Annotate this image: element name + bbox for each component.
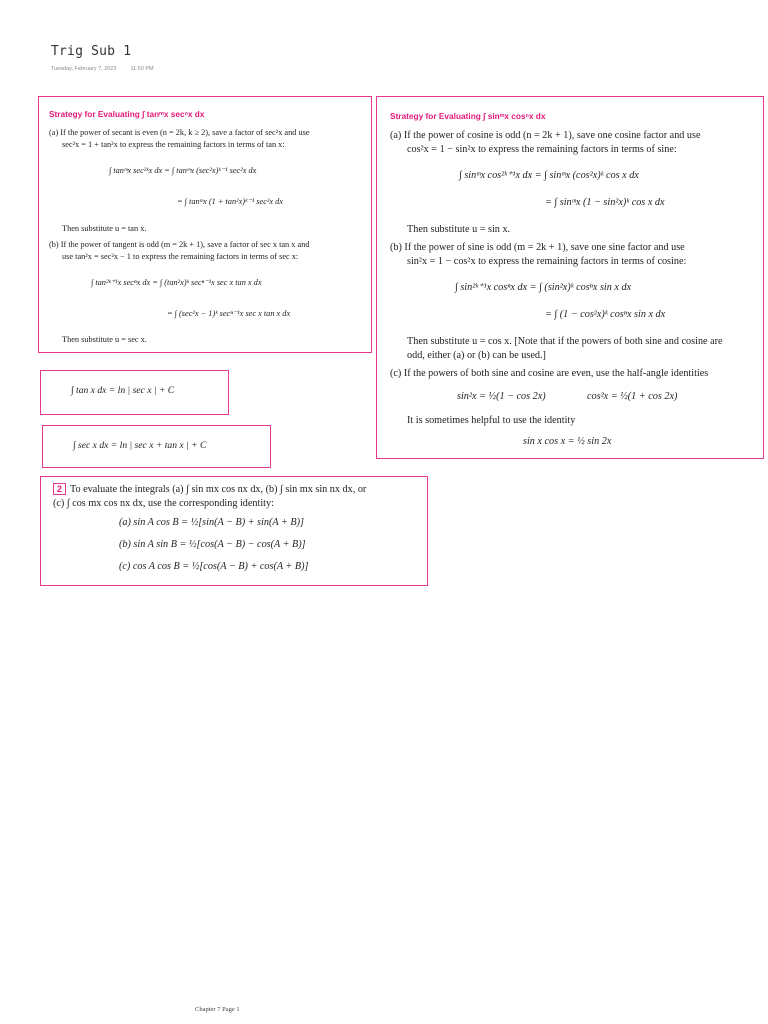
sin-cos-a-line2: cos²x = 1 − sin²x to express the remaining factors in terms of sine: xyxy=(407,144,677,155)
half-angle-cos: cos²x = ½(1 + cos 2x) xyxy=(587,391,678,402)
tan-integral-formula: ∫ tan x dx = ln | sec x | + C xyxy=(71,385,175,396)
sin-cos-b-line2: sin²x = 1 − cos²x to express the remaining factors in terms of cosine: xyxy=(407,256,687,267)
product-line1-text: To evaluate the integrals (a) ∫ sin mx cos nx dx, (b) ∫ sin mx sin nx dx, or xyxy=(70,484,367,495)
sin-cos-sub-a: Then substitute u = sin x. xyxy=(407,224,511,235)
tan-sec-heading: Strategy for Evaluating ∫ tanᵐx secⁿx dx xyxy=(49,109,205,119)
sin-cos-sub-b2: odd, either (a) or (b) can be used.] xyxy=(407,350,546,361)
product-line2: (c) ∫ cos mx cos nx dx, use the corresponding identity: xyxy=(53,498,274,509)
sin-cos-helpful: It is sometimes helpful to use the identity xyxy=(407,415,576,426)
tan-sec-eq2: = ∫ tanᵐx (1 + tan²x)ᵏ⁻¹ sec²x dx xyxy=(177,197,283,206)
product-line1 xyxy=(53,483,366,495)
sin-cos-c-line: (c) If the powers of both sine and cosine are even, use the half-angle identities xyxy=(390,368,709,379)
tan-sec-eq4: = ∫ (sec²x − 1)ᵏ secⁿ⁻¹x sec x tan x dx xyxy=(167,309,291,318)
sin-cos-b-line1: (b) If the power of sine is odd (m = 2k + 1), save one sine factor and use xyxy=(390,242,685,253)
identity-c: (c) cos A cos B = ½[cos(A − B) + cos(A + B)] xyxy=(119,561,309,572)
sin-cos-sub-b1: Then substitute u = cos x. [Note that if the powers of both sine and cosine are xyxy=(407,336,723,347)
tan-sec-a-line2: sec²x = 1 + tan²x to express the remaining factors in terms of tan x: xyxy=(62,140,285,149)
tan-sec-eq1: ∫ tanᵐx sec²ᵏx dx = ∫ tanᵐx (sec²x)ᵏ⁻¹ sec²x dx xyxy=(109,166,257,175)
tan-sec-a-line1: (a) If the power of secant is even (n = 2k, k ≥ 2), save a factor of sec²x and use xyxy=(49,128,310,137)
note-time: 11:50 PM xyxy=(130,66,154,72)
sec-integral-box xyxy=(42,425,271,468)
note-date: Tuesday, February 7, 2023 xyxy=(51,66,117,72)
tan-sec-strategy-box xyxy=(38,96,372,353)
sin-cos-eq2: = ∫ sinᵐx (1 − sin²x)ᵏ cos x dx xyxy=(545,197,665,208)
tan-sec-eq3: ∫ tan²ᵏ⁺¹x secⁿx dx = ∫ (tan²x)ᵏ secⁿ⁻¹x sec x tan x dx xyxy=(91,278,262,287)
tan-sec-b-line2: use tan²x = sec²x − 1 to express the remaining factors in terms of sec x: xyxy=(62,252,299,261)
page-footer: Chapter 7 Page 1 xyxy=(195,1006,240,1013)
double-angle-identity: sin x cos x = ½ sin 2x xyxy=(523,436,612,447)
sin-cos-heading: Strategy for Evaluating ∫ sinᵐx cosⁿx dx xyxy=(390,111,546,121)
note-title: Trig Sub 1 xyxy=(51,44,132,59)
tan-sec-sub-a: Then substitute u = tan x. xyxy=(62,224,147,233)
note-timestamp xyxy=(51,66,154,72)
sin-cos-eq1: ∫ sinᵐx cos²ᵏ⁺¹x dx = ∫ sinᵐx (cos²x)ᵏ cos x dx xyxy=(459,170,639,181)
sin-cos-eq4: = ∫ (1 − cos²x)ᵏ cosⁿx sin x dx xyxy=(545,309,666,320)
half-angle-sin: sin²x = ½(1 − cos 2x) xyxy=(457,391,546,402)
sin-cos-strategy-box xyxy=(376,96,764,459)
product-identities-box xyxy=(40,476,428,586)
sec-integral-formula: ∫ sec x dx = ln | sec x + tan x | + C xyxy=(73,440,207,451)
tan-sec-sub-b: Then substitute u = sec x. xyxy=(62,335,147,344)
tan-integral-box xyxy=(40,370,229,415)
theorem-number: 2 xyxy=(53,483,66,495)
tan-sec-b-line1: (b) If the power of tangent is odd (m = 2k + 1), save a factor of sec x tan x and xyxy=(49,240,310,249)
sin-cos-a-line1: (a) If the power of cosine is odd (n = 2k + 1), save one cosine factor and use xyxy=(390,130,701,141)
identity-b: (b) sin A sin B = ½[cos(A − B) − cos(A + B)] xyxy=(119,539,306,550)
sin-cos-eq3: ∫ sin²ᵏ⁺¹x cosⁿx dx = ∫ (sin²x)ᵏ cosⁿx sin x dx xyxy=(455,282,632,293)
identity-a: (a) sin A cos B = ½[sin(A − B) + sin(A + B)] xyxy=(119,517,304,528)
